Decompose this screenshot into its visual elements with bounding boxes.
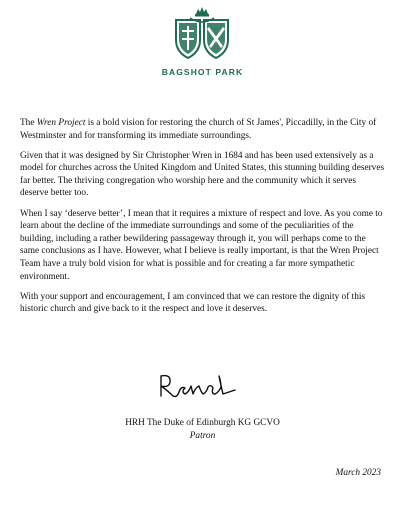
project-name: Wren Project (36, 118, 86, 128)
bagshot-park-crest-logo (168, 6, 236, 62)
brand-name: BAGSHOT PARK (161, 67, 244, 77)
signer-role: Patron (189, 431, 216, 441)
paragraph-history: Given that it was designed by Sir Christopher Wren in 1684 and has been used extensively as a model for churches across the United Kingdom and United States, this stunning building deserves far better. The thriving congregation who worship here and the community which it serves deserve better too. (20, 150, 385, 199)
paragraph-intro: The Wren Project is a bold vision for restoring the church of St James', Piccadilly, in the City of Westminster and for transforming its immediate surroundings. (20, 118, 377, 141)
handwritten-signature (155, 372, 245, 402)
signer-name: HRH The Duke of Edinburgh KG GCVO (125, 418, 280, 428)
letter-date: March 2023 (335, 468, 381, 478)
paragraph-closing: With your support and encouragement, I am convinced that we can restore the dignity of this historic church and give back to it the respect and love it deserves. (20, 291, 366, 315)
signer-block (0, 417, 405, 443)
paragraph-deserve-better: When I say ‘deserve better’, I mean that it requires a mixture of respect and love. As you come to learn about the decline of the immediate surroundings and some of the peculiarities of the building, including a rather bewildering passageway through it, you will perhaps come to the same conclusions as I have. However, what I believe is really important, is that the Wren Project Team have a truly bold vision for what is possible and for creating a far more sympathetic environment. (20, 208, 383, 282)
letter-body (20, 117, 386, 323)
